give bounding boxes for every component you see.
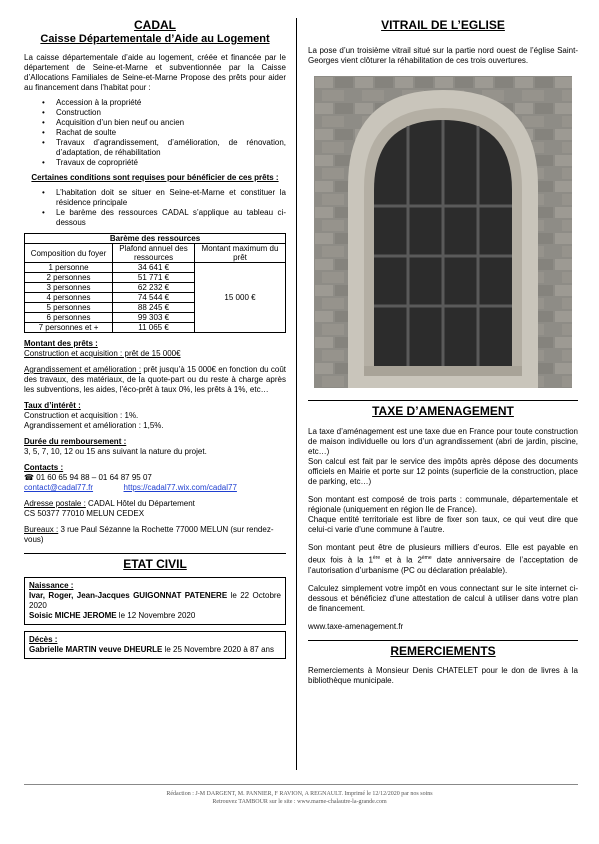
taxe-paragraph	[308, 543, 578, 576]
list-item: • Travaux d’agrandissement, d’amélioration, de rénovation, d’adaptation, de réhabilitation	[56, 138, 286, 158]
adresse-label: Adresse postale :	[24, 499, 86, 508]
table-cell: 6 personnes	[25, 313, 113, 323]
naissance-names: Ivar, Roger, Jean-Jacques GUIGONNAT PATENERE	[29, 591, 228, 600]
taxe-paragraph: La taxe d’aménagement est une taxe due en France pour toute construction de maison individuelle ou lors d’un agrandissement (abri de jardin, piscine, etc…)	[308, 427, 578, 456]
list-item: • Accession à la propriété	[56, 98, 286, 108]
table-cell: 3 personnes	[25, 283, 113, 293]
naissance-entry	[29, 611, 281, 621]
naissance-names: Soisic MICHE JEROME	[29, 611, 117, 620]
etat-civil-title: ETAT CIVIL	[123, 557, 187, 571]
montant-title: Montant des prêts :	[24, 339, 98, 348]
ordinal-suffix: ème	[421, 555, 432, 561]
cadal-title: CADAL	[134, 18, 176, 32]
table-cell: 51 771 €	[113, 273, 195, 283]
column-divider	[296, 18, 297, 770]
aid-list	[56, 98, 286, 168]
footer-divider	[24, 784, 578, 785]
naissance-title: Naissance :	[29, 581, 74, 590]
list-item: • Le barème des ressources CADAL s’applique au tableau ci-dessous	[56, 208, 286, 228]
conditions-list	[56, 188, 286, 228]
table-header: Composition du foyer	[25, 244, 113, 263]
table-caption: Barème des ressources	[25, 234, 286, 244]
footer-credits: Rédaction : J-M DARGENT, M. PANNIER, F RAVION, A REGNAULT. Imprimé le 12/12/2020 par nos soins	[166, 791, 433, 797]
adresse-block	[24, 499, 286, 519]
contacts-block	[24, 463, 286, 493]
footer-website: Retrouvez TAMBOUR sur le site : www.marne-chalautre-la-grande.com	[212, 799, 387, 805]
taxe-title: TAXE D’AMENAGEMENT	[372, 404, 514, 418]
adresse-line: CS 50377 77010 MELUN CEDEX	[24, 509, 145, 518]
taxe-text: et à la 2	[380, 555, 422, 565]
table-cell: 5 personnes	[25, 303, 113, 313]
table-cell: 99 303 €	[113, 313, 195, 323]
taux-block	[24, 401, 286, 431]
table-cell: 7 personnes et +	[25, 323, 113, 333]
taux-line: Agrandissement et amélioration : 1,5%.	[24, 421, 164, 430]
list-item: • L’habitation doit se situer en Seine-et-Marne et constituer la résidence principale	[56, 188, 286, 208]
taxe-paragraph: Son calcul est fait par le service des impôts après dépose des documents officiels en Mairie et porte sur 12 points (superficie de la construction, place de parking, etc…)	[308, 457, 578, 486]
table-cell: 88 245 €	[113, 303, 195, 313]
taxe-text: Son montant peut être de plusieurs milliers d’euros. Elle est payable en deux fois à la 1	[308, 543, 578, 565]
duree-title: Durée du remboursement :	[24, 437, 127, 446]
taxe-text: date anniversaire de l’acceptation de l’autorisation d’urbanisme (PC ou déclaration préalable).	[308, 555, 579, 575]
naissance-date: le 22 Octobre 2020	[29, 591, 282, 610]
duree-block	[24, 437, 286, 457]
agrandissement-label: Agrandissement et amélioration :	[24, 365, 142, 374]
stained-glass-window-photo	[314, 76, 572, 388]
adresse-line	[24, 499, 286, 509]
table-cell: 34 641 €	[113, 263, 195, 273]
deces-box	[24, 631, 286, 659]
remerciements-section	[308, 640, 578, 686]
cadal-intro: La caisse départementale d’aide au logement, créée et financée par le département de Seine-et-Marne et subventionnée par la Caisse d’Allocations Familiales de Seine-et-Marne Propose des prêts pour aider au financement dans l’habitat pour :	[24, 53, 286, 92]
left-column	[24, 18, 286, 659]
naissance-box	[24, 577, 286, 625]
bureaux-label: Bureaux :	[24, 525, 59, 534]
agrandissement-text	[24, 365, 286, 395]
table-cell: 11 065 €	[113, 323, 195, 333]
ordinal-suffix: ère	[372, 555, 381, 561]
deces-names: Gabrielle MARTIN veuve DHEURLE	[29, 645, 163, 654]
right-column	[308, 18, 578, 686]
adresse-text: CADAL Hôtel du Département	[85, 499, 195, 508]
vitrail-text: La pose d’un troisième vitrail situé sur la partie nord ouest de l’église Saint-Georges vient clôturer la réhabilitation de ces trois ouvertures.	[308, 46, 578, 65]
bureaux-text	[24, 525, 286, 545]
contacts-links	[24, 483, 286, 493]
taxe-paragraph: Son montant est composé de trois parts : communale, départementale et régionale (uniquement en région Ile de France).	[308, 495, 578, 514]
vitrail-title: VITRAIL DE L’EGLISE	[381, 18, 505, 32]
table-row	[25, 263, 286, 273]
taxe-website[interactable]: www.taxe-amenagement.fr	[308, 621, 404, 631]
montant-block	[24, 339, 286, 359]
bureaux-body: 3 rue Paul Sézanne la Rochette 77000 MELUN (sur rendez-vous)	[24, 525, 274, 544]
taxe-paragraph: Chaque entité territoriale est libre de fixer son taux, ce qui veut dire que celui-ci varie d’une commune à l’autre.	[308, 515, 578, 534]
remerciements-title: REMERCIEMENTS	[390, 643, 496, 658]
max-amount-cell: 15 000 €	[195, 263, 286, 333]
table-header: Montant maximum du prêt	[195, 244, 286, 263]
list-item: • Travaux de copropriété	[56, 158, 286, 168]
table-cell: 62 232 €	[113, 283, 195, 293]
etat-civil-section	[24, 553, 286, 659]
contact-website-link[interactable]: https://cadal77.wix.com/cadal77	[123, 483, 237, 492]
footer	[0, 790, 599, 806]
contacts-phone: ☎ 01 60 65 94 88 – 01 64 87 95 07	[24, 473, 152, 482]
table-header: Plafond annuel des ressources	[113, 244, 195, 263]
table-cell: 4 personnes	[25, 293, 113, 303]
taxe-paragraph: Calculez simplement votre impôt en vous connectant sur le site internet ci-dessous et bénéficiez d’une attestation de calcul à utiliser dans votre plan de financement.	[308, 583, 578, 613]
naissance-entry	[29, 591, 281, 611]
table-cell: 74 544 €	[113, 293, 195, 303]
resources-table	[24, 233, 286, 333]
deces-title: Décès :	[29, 635, 58, 644]
table-cell: 2 personnes	[25, 273, 113, 283]
table-cell: 1 personne	[25, 263, 113, 273]
taxe-section	[308, 400, 578, 632]
list-item: • Acquisition d’un bien neuf ou ancien	[56, 118, 286, 128]
list-item: • Construction	[56, 108, 286, 118]
remerciements-text: Remerciements à Monsieur Denis CHATELET pour le don de livres à la bibliothèque municipale.	[308, 665, 578, 685]
contact-email-link[interactable]: contact@cadal77.fr	[24, 483, 94, 492]
conditions-title: Certaines conditions sont requises pour bénéficier de ces prêts :	[31, 173, 279, 182]
taux-title: Taux d’intérêt :	[24, 401, 81, 410]
cadal-subtitle: Caisse Départementale d’Aide au Logement	[40, 33, 270, 45]
deces-date: le 25 Novembre 2020 à 87 ans	[162, 645, 275, 654]
list-item: • Rachat de soulte	[56, 128, 286, 138]
taux-line: Construction et acquisition : 1%.	[24, 411, 139, 420]
agrandissement-body: prêt jusqu’à 15 000€ en fonction du coût des travaux, des matériaux, de la quote-part ou du reste à charge après les subventions, les aides, l’éco-prêt à taux 0%, les prêts à 1%, etc…	[24, 365, 286, 394]
naissance-date: le 12 Novembre 2020	[116, 611, 196, 620]
duree-text: 3, 5, 7, 10, 12 ou 15 ans suivant la nature du projet.	[24, 447, 207, 456]
montant-text: Construction et acquisition : prêt de 15 000€	[24, 349, 181, 358]
contacts-title: Contacts :	[24, 463, 64, 472]
church-window-image	[314, 76, 572, 388]
deces-entry	[29, 645, 281, 655]
